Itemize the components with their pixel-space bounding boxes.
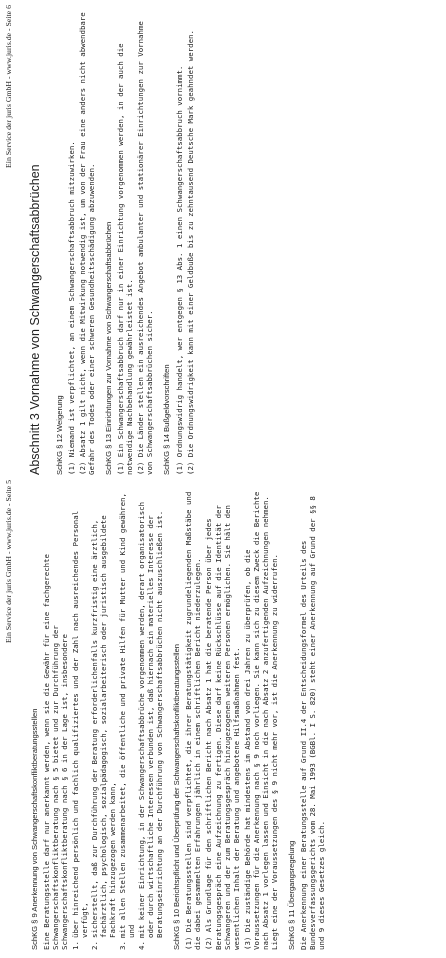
section-10-para-2: (2) Als Grundlage für den schriftlichen Bericht nach Absatz 1 hat die beratende Person über jedes Beratungsgespräch eine Aufzeichnung zu fertigen. Diese darf keine Rückschlüsse auf die Identität der Schwangeren und der zum Beratungsgespräch hinzugezogenen weiteren Personen ermöglichen. Sie hält den wesentlichen Inhalt der Beratung und angebotene Hilfsmaßnahmen fest. xyxy=(204,505,241,950)
item-number: 1. xyxy=(70,941,80,950)
item-number: 3. xyxy=(118,941,127,950)
item-number: 4. xyxy=(137,941,147,950)
item-text: über hinreichend persönlich und fachlich qualifiziertes und der Zahl nach ausreichendes Personal verfügt, xyxy=(70,510,89,938)
item-number: 2. xyxy=(89,941,99,950)
page-6 xyxy=(4,5,197,475)
section-12-para-1: (1) Niemand ist verpflichtet, an einem Schwangerschaftsabbruch mitzuwirken. xyxy=(67,141,76,475)
section-9-intro: Eine Beratungsstelle darf nur anerkannt werden, wenn sie die Gewähr für eine fachgerechte Schwangerschaftskonfliktberatung nach § 5 bietet und zur Durchführung der Schwangerschaftskonfliktberatung nach § 6 in der Lage ist, insbesondere xyxy=(41,553,69,950)
section-9-item xyxy=(118,480,136,950)
section-13-para-2: (2) Die Länder stellen ein ausreichendes Angebot ambulanter und stationärer Einrichtungen zur Vornahme von Schwangerschaftsabbrüchen sicher. xyxy=(136,21,155,475)
section-12-heading: SchKG § 12 Weigerung xyxy=(54,395,64,475)
chapter-title: Abschnitt 3 Vornahme von Schwangerschaftsabbrüchen xyxy=(27,164,42,475)
item-text: mit keiner Einrichtung, in der Schwangerschaftsabbrüche vorgenommen werden, derart organisatorisch oder durch wirtschaftliche Interessen verbunden ist, daß hiernach ein materielles Interesse der Beratungseinrichtung an der Durchführung von Schwangerschaftsabbrüchen nicht auszuschließen ist. xyxy=(137,501,165,938)
section-14-heading: SchKG § 14 Bußgeldvorschriften xyxy=(162,364,172,475)
page-6-header: Ein Service der juris GmbH - www.juris.de - Seite 6 xyxy=(4,5,13,168)
section-9-item xyxy=(137,480,164,950)
section-9-item xyxy=(71,480,89,950)
item-text: mit allen Stellen zusammenarbeitet, die öffentliche und private Hilfen für Mutter und Kind gewähren, und xyxy=(118,493,137,938)
section-10-para-1: (1) Die Beratungsstellen sind verpflichtet, die ihrer Beratungstätigkeit zugrundeliegenden Maßstäbe und die dabei gesammelten Erfahrungen jährlich in einem schriftlichen Bericht niederzulegen. xyxy=(184,491,203,950)
section-13-para-1: (1) Ein Schwangerschaftsabbruch darf nur in einer Einrichtung vorgenommen werden, in der auch die notwendige Nachbehandlung gewährleistet ist. xyxy=(116,43,135,475)
section-9-item xyxy=(90,480,117,950)
page-5-header: Ein Service der juris GmbH - www.juris.de - Seite 5 xyxy=(4,480,13,643)
section-10-para-3: (3) Die zuständige Behörde hat mindestens im Abstand von drei Jahren zu überprüfen, ob die Voraussetzungen für die Anerkennung nach § 9 noch vorliegen. Sie kann sich zu diesem Zweck die Berichte nach Absatz 1 vorlegen lassen und Einsicht in die nach Absatz 2 anzufertigenden Aufzeichnungen nehmen. Liegt eine der Voraussetzungen des § 9 nicht mehr vor, ist die Anerkennung zu widerrufen. xyxy=(242,491,279,950)
section-14-para-2: (2) Die Ordnungswidrigkeit kann mit einer Geldbuße bis zu zehntausend Deutsche Mark geahndet werden. xyxy=(185,30,195,475)
section-9-heading: SchKG § 9 Anerkennung von Schwangerschaftskonfliktberatungsstellen xyxy=(29,708,39,950)
page-5 xyxy=(4,480,328,950)
section-11-heading: SchKG § 11 Übergangsregelung xyxy=(286,840,296,950)
section-11-para-1: Die Anerkennung einer Beratungsstelle auf Grund II.4 der Entscheidungsformel des Urteils des Bundesverfassungsgerichts vom 28. Mai 1993 (BGBl. I S. 820) steht einer Anerkennung auf Grund der §§ 8 und 9 dieses Gesetzes gleich. xyxy=(298,496,327,950)
section-14-para-1: (1) Ordnungswidrig handelt, wer entgegen § 13 Abs. 1 einen Schwangerschaftsabbruch vornimmt. xyxy=(174,65,184,475)
section-13-heading: SchKG § 13 Einrichtungen zur Vornahme von Schwangerschaftsabbrüchen xyxy=(104,221,114,475)
section-12-para-2: (2) Absatz 1 gilt nicht, wenn die Mitwirkung notwendig ist, um von der Frau eine anders nicht abwendbare Gefahr des Todes oder einer schweren Gesundheitsschädigung abzuwenden. xyxy=(78,12,97,475)
section-10-heading: SchKG § 10 Berichtspflicht und Überprüfung der Schwangerschaftskonfliktberatungsstellen xyxy=(172,643,182,950)
item-text: sicherstellt, daß zur Durchführung der Beratung erforderlichenfalls kurzfristig eine ärztlich, fachärztlich, psychologisch, sozialpädagogisch, sozialarbeiterisch oder juristisch ausgebildete Fachkraft hinzugezogen werden kann, xyxy=(89,515,117,938)
